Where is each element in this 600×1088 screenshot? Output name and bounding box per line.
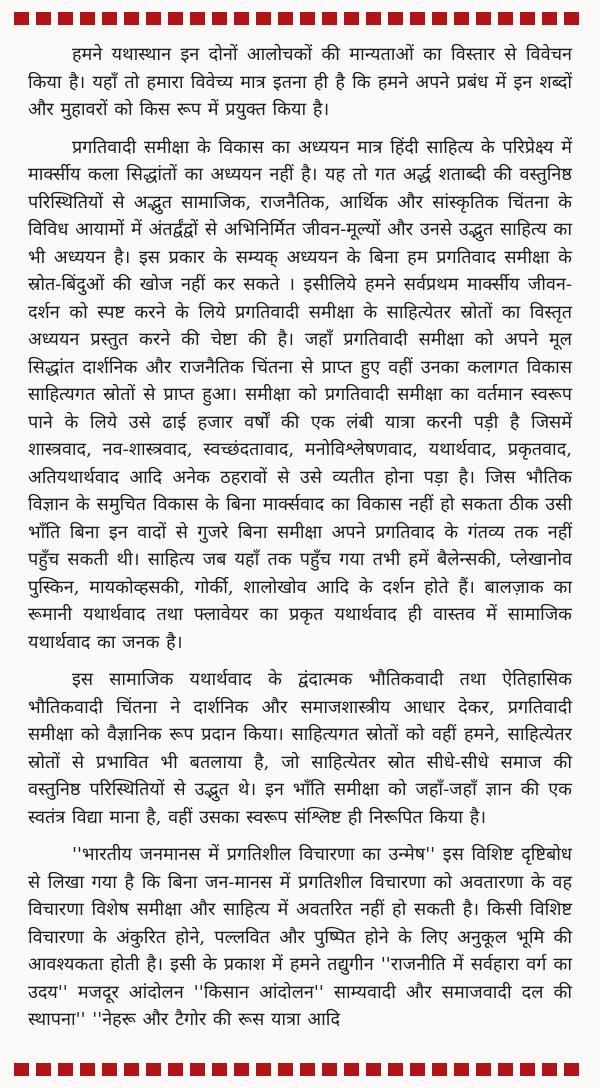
decorative-border-top bbox=[14, 12, 586, 25]
decorative-border-bottom bbox=[14, 1063, 586, 1076]
paragraph: प्रगतिवादी समीक्षा के विकास का अध्ययन मात्र हिंदी साहित्य के परिप्रेक्ष्य में मार्क्सीय कला सिद्धांतों का अध्ययन नहीं है। यह तो गत अर्द्ध शताब्दी की वस्तुनिष्ठ परिस्थितियों से अद्भुत सामाजिक, राजनैतिक, आर्थिक और सांस्कृतिक चिंतना के विविध आयामों में अंतर्द्वंद्वों से अभिनिर्मित जीवन-मूल्यों और उनसे उद्भुत साहित्य का भी अध्ययन है। इस प्रकार के सम्यक् अध्ययन के बिना हम प्रगतिवाद समीक्षा के स्रोत-बिंदुओं की खोज नहीं कर सकते । इसीलिये हमने सर्वप्रथम मार्क्सीय जीवन-दर्शन को स्पष्ट करने के लिये प्रगतिवादी समीक्षा के साहित्येतर स्रोतों का विस्तृत अध्ययन प्रस्तुत करने की चेष्टा की है। जहाँ प्रगतिवादी समीक्षा को अपने मूल सिद्धांत दार्शनिक और राजनैतिक चिंतना से प्राप्त हुए वहीं उनका कलागत विकास साहित्यगत स्रोतों से प्राप्त हुआ। समीक्षा को प्रगतिवादी समीक्षा का वर्तमान स्वरूप पाने के लिये उसे ढाई हजार वर्षों की एक लंबी यात्रा करनी पड़ी है जिसमें शास्त्रवाद, नव-शास्त्रवाद, स्वच्छंदतावाद, मनोविश्लेषणवाद, यथार्थवाद, प्रकृतवाद, अतियथार्थवाद आदि अनेक ठहरावों से उसे व्यतीत होना पड़ा है। जिस भौतिक विज्ञान के समुचित विकास के बिना मार्क्सवाद का विकास नहीं हो सकता ठीक उसी भाँति बिना इन वादों से गुजरे बिना समीक्षा अपने प्रगतिवाद के गंतव्य तक नहीं पहुँच सकती थी। साहित्य जब यहाँ तक पहुँच गया तभी हमें बैलेन्सकी, प्लेखानोव पुस्किन, मायकोव्हसकी, गोर्की, शालोखोव आदि के दर्शन होते हैं। बालज़ाक का रूमानी यथार्थवाद तथा फ्लावेयर का प्रकृत यथार्थवाद ही वास्तव में सामाजिक यथार्थवाद का जनक है। bbox=[28, 136, 572, 653]
page-text-block bbox=[14, 25, 586, 1063]
paragraph: हमने यथास्थान इन दोनों आलोचकों की मान्यताओं का विस्तार से विवेचन किया है। यहाँ तो हमारा विवेच्य मात्र इतना ही है कि हमने अपने प्रबंध में इन शब्दों और मुहावरों को किस रूप में प्रयुक्त किया है। bbox=[28, 44, 572, 120]
paragraph: इस सामाजिक यथार्थवाद के द्वंदात्मक भौतिकवादी तथा ऐतिहासिक भौतिकवादी चिंतना ने दार्शनिक और समाजशास्त्रीय आधार देकर, प्रगतिवादी समीक्षा को वैज्ञानिक रूप प्रदान किया। साहित्यगत स्रोतों को वहीं हमने, साहित्येतर स्रोतों से प्रभावित भी बतलाया है, जो साहित्येतर स्रोत सीधे-सीधे समाज की वस्तुनिष्ठ परिस्थितियों से उद्भुत थे। इन भाँति समीक्षा को जहाँ-जहाँ ज्ञान की एक स्वतंत्र विद्या माना है, वहीं उसका स्वरूप संश्लिष्ट ही निरूपित किया है। bbox=[28, 669, 572, 828]
paragraph: ''भारतीय जनमानस में प्रगतिशील विचारणा का उन्मेष'' इस विशिष्ट दृष्टिबोध से लिखा गया है कि बिना जन-मानस में प्रगतिशील विचारणा को अवतारणा के वह विचारणा विशेष समीक्षा और साहित्य में अवतरित नहीं हो सकती है। किसी विशिष्ट विचारणा के अंकुरित होने, पल्लवित और पुष्पित होने के लिए अनुकूल भूमि की आवश्यकता होती है। इसी के प्रकाश में हमने तद्युगीन ''राजनीति में सर्वहारा वर्ग का उदय'' मजदूर आंदोलन ''किसान आंदोलन'' साम्यवादी और समाजवादी दल की स्थापना'' ''नेहरू और टैगोर की रूस यात्रा आदि bbox=[28, 844, 572, 1030]
